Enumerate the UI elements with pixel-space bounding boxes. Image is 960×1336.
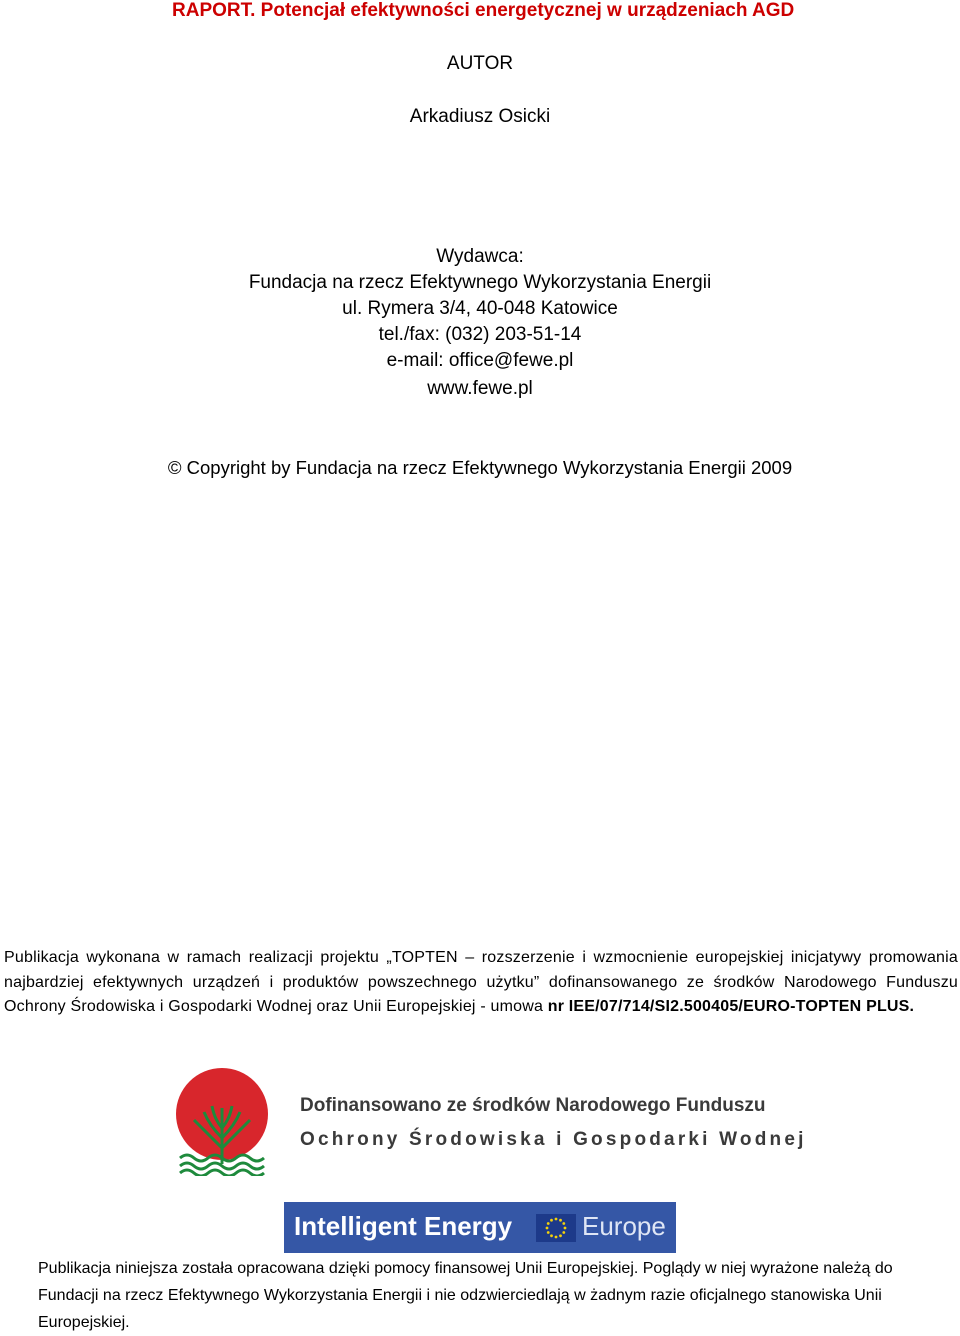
author-label: AUTOR — [446, 53, 514, 74]
intelligent-energy-europe-logo — [284, 1202, 676, 1253]
publisher-name: Fundacja na rzecz Efektywnego Wykorzystania Energii — [248, 272, 712, 293]
nfos-line-1: Dofinansowano ze środków Narodowego Funduszu — [300, 1095, 766, 1116]
iee-logo-text: Intelligent Energy — [294, 1211, 513, 1241]
author-name: Arkadiusz Osicki — [409, 106, 551, 127]
report-title: RAPORT. Potencjał efektywności energetycznej w urządzeniach AGD — [172, 0, 795, 21]
project-note-text: Publikacja wykonana w ramach realizacji projektu „TOPTEN – rozszerzenie i wzmocnienie europejskiej inicjatywy promowania najbardziej efektywnych urządzeń i produktów powszechnego użytku” dofinansowanego ze środków Narodowego Funduszu Ochrony Środowiska i Gospodarki Wodnej oraz Unii Europejskiej - umowa — [4, 949, 958, 1015]
nfos-logo-text — [300, 1089, 807, 1157]
nfos-logo — [172, 1068, 272, 1176]
publisher-phone: tel./fax: (032) 203-51-14 — [378, 324, 582, 345]
contract-number: nr IEE/07/714/SI2.500405/EURO-TOPTEN PLUS. — [547, 998, 915, 1015]
publisher-website: www.fewe.pl — [427, 378, 533, 399]
project-note — [4, 946, 958, 1020]
publisher-address: ul. Rymera 3/4, 40-048 Katowice — [342, 298, 618, 319]
iee-logo-europe-text: Europe — [582, 1211, 666, 1241]
eu-disclaimer: Publikacja niniejsza została opracowana dzięki pomocy finansowej Unii Europejskiej. Poglądy w niej wyrażone należą do Fundacji na rzecz Efektywnego Wykorzystania Energii i nie odzwierciedlają w żadnym razie oficjalnego stanowiska Unii Europejskiej. — [38, 1260, 893, 1331]
publisher-label: Wydawca: — [436, 246, 524, 267]
publisher-email: e-mail: office@fewe.pl — [386, 350, 574, 371]
eu-flag-icon — [536, 1214, 576, 1242]
copyright-notice: © Copyright by Fundacja na rzecz Efektywnego Wykorzystania Energii 2009 — [167, 457, 793, 478]
nfos-line-2: Ochrony Środowiska i Gospodarki Wodnej — [300, 1129, 807, 1150]
